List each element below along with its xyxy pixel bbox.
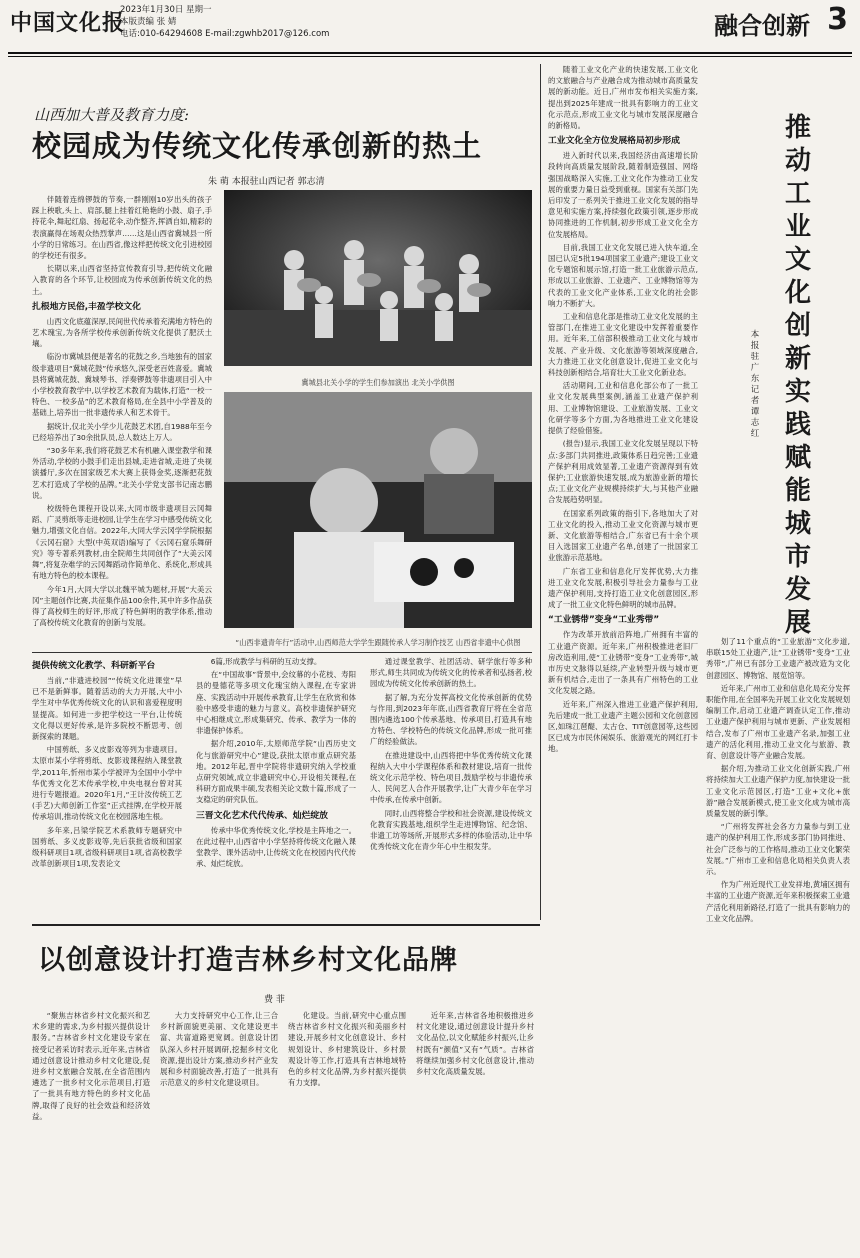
paragraph: 据统计,仅北关小学少儿花鼓艺术团,自1988年至今已经培养出了30余批队员,总人数达上万人。: [32, 421, 212, 442]
page-editor: 本版责编 张 婧: [120, 17, 177, 27]
paragraph: 作为广州近现代工业发祥地,黄埔区拥有丰富的工业遗产资源,近年来积极探索工业遗产活化利用新路径,打造了一批具有影响力的工业文化品牌。: [706, 880, 850, 923]
paragraph: 校级特色课程开设以来,大同市级非遗项目云冈舞蹈、广灵剪纸等走进校园,让学生在学习中感受传统文化魅力,增强文化自信。2022年,大同大学云冈学学院根据《云冈石窟》大型(中英双语)编写了《云冈石窟乐舞研究》等专著系列教材,由全院师生共同创作了“大美云冈舞”,将复杂难学的云冈舞蹈动作简单化、系统化,形成具有地方特色的校本课程。: [32, 504, 212, 581]
paragraph: 据了解,为充分发挥高校文化传承创新的优势与作用,到2023年年底,山西省教育厅将在全省范围内遴选100个传承基地、传承项目,打造具有地方特色、学校特色的传统文化品牌,形成一批可推广的经验做法。: [370, 692, 532, 747]
photo-craft-workshop: [224, 392, 532, 628]
paragraph: 在“中国故事”背景中,会纹幕的小花枝、寿阳县的曼德花等多项文化瑰宝纳入课程,在专家讲座、实践活动中开展传承教育,让学生在欣赏和体验中感受非遗的魅力与意义。高校非遗保护研究中心相继成立,形成集研究、传承、教学为一体的非遗保护体系。: [196, 670, 356, 736]
paragraph: 传承中华优秀传统文化,学校是主阵地之一。在此过程中,山西省中小学坚持将传统文化融入课堂教学、课外活动中,让传统文化在校园内代代传承、灿烂绽放。: [196, 825, 356, 869]
paragraph: 伴随着连绵锣鼓的节奏,一群刚刚10岁出头的孩子踩上秧歌,头上、肩部,腿上挂着红艳艳的小鼓、扇子,手持花伞,舞起红扇、扬起花伞,动作整齐,挥洒自如,精彩的表演赢得在场观众热烈掌声……这是山西省冀城县一所小学的日常练习。在山西省,像这样把传统文化引进校园的学校还有很多。: [32, 195, 212, 261]
paragraph: 临汾市冀城县便是著名的花鼓之乡,当地独有的国家级非遗项目“冀城花鼓”传承悠久,深受老百姓喜爱。冀城县将冀城花鼓、冀城琴书、浮奏锣鼓等非遗项目引入中小学校教育教学中,以学校艺术教育为载体,打造“一校一特色、一校多品”的艺术教育格局,在全县中小学普及的基础上,培养出一批非遗传承人和艺术骨干。: [32, 352, 212, 418]
article2-headline: 推动工业文化创新实践 赋能城市发展: [784, 113, 811, 638]
paragraph: 活动期间,工业和信息化部公布了一批工业文化发展典型案例,涵盖工业遗产保护利用、工业博物馆建设、工业旅游发展、工业文化研学等多个方面,为各地推进工业文化建设提供了经验借鉴。: [548, 381, 698, 436]
article1-subhead-3: 三晋文化艺术代代传承、灿烂绽放: [196, 810, 328, 821]
paragraph: 在国家系列政策的指引下,各地加大了对工业文化的投入,推动工业文化资源与城市更新、文化旅游等相结合,广东省已有十余个项目入选国家工业遗产名单,创建了一批国家工业旅游示范基地。: [548, 508, 698, 563]
paragraph: 近年来,广州市工业和信息化局充分发挥职能作用,在全国率先开展工业文化发展规划编制工作,启动工业遗产调查认定工作,推动工业遗产保护利用与城市更新、产业发展相结合,发布了广州市工业遗产名录,加强工业遗产的活化利用,推动工业文化与旅游、教育、创意设计等产业融合发展。: [706, 683, 850, 761]
article2-column-1: [548, 64, 698, 1250]
paragraph: 近年来,广州深入推进工业遗产保护利用,先后建成一批工业遗产主题公园和文化创意园区,如珠江琶醍、太古仓、TIT创意园等,这些园区已成为市民休闲娱乐、旅游观光的网红打卡地。: [548, 699, 698, 754]
article3-column-3: [288, 1010, 406, 1250]
paragraph: 在推进建设中,山西将把中华优秀传统文化课程纳入大中小学课程体系和教材建设,培育一批传统文化示范学校、特色项目,鼓励学校与非遗传承人、民间艺人合作开展教学,让广大青少年在学习中传承,在传承中创新。: [370, 750, 532, 805]
article1-subhead-1: 扎根地方民俗,丰盈学校文化: [32, 301, 141, 312]
paragraph: 据介绍,2010年,太原师范学院“山西历史文化与旅游研究中心”建设,获批太原市重点研究基地。2012年起,晋中学院将非遗研究纳入学校重点研究领域,成立非遗研究中心,开设相关课程,在科研方面成果丰硕,发表相关论文数十篇,形成了一支稳定的研究队伍。: [196, 739, 356, 805]
photo-drum-performance: [224, 190, 532, 366]
photo2-caption: “山西非遗青年行”活动中,山西师范大学学生跟随传承人学习制作技艺 山西省非遗中心供图: [235, 638, 521, 647]
paragraph: 据介绍,为推动工业文化创新实践,广州将持续加大工业遗产保护力度,加快建设一批工业文化示范园区,打造“工业+文化+旅游”融合发展新模式,使工业文化成为城市高质量发展的新引擎。: [706, 764, 850, 819]
photo1-caption: 冀城县北关小学的学生们参加演出 北关小学供图: [301, 378, 455, 387]
article3-byline: 费 菲: [264, 995, 285, 1005]
photo-craft-workshop-image: [224, 392, 532, 628]
paragraph: 划了11个重点的“工业旅游”文化步道,串联15处工业遗产,让“工业锈带”变身“工业秀带”,广州已有部分工业遗产被改造为文化创意园区、博物馆、展览馆等。: [706, 637, 850, 680]
paragraph: 今年1月,大同大学以北魏平城为题材,开展“大美云冈”主题创作比赛,共征集作品100余件,其中许多作品获得了高校师生的好评,形成了特色鲜明的教学体系,推动了高校传统文化教育的创新与发展。: [32, 584, 212, 628]
article1-column-1: [32, 194, 212, 646]
paragraph: 同时,山西将整合学校和社会资源,建设传统文化教育实践基地,组织学生走进博物馆、纪念馆、非遗工坊等场所,开展形式多样的体验活动,让中华优秀传统文化在青少年心中生根发芽。: [370, 808, 532, 852]
article1-subhead-2: 提供传统文化教学、科研新平台: [32, 661, 156, 671]
article3-column-1: [32, 1010, 150, 1250]
masthead-rule: [8, 52, 852, 54]
article2-subhead-1: 工业文化全方位发展格局初步形成: [548, 136, 680, 147]
paragraph: 山西文化底蕴深厚,民间世代传承着充满地方特色的艺术瑰宝,为各所学校传承创新传统文化提供了肥沃土壤。: [32, 316, 212, 349]
photo-drum-performance-image: [224, 190, 532, 366]
article1-band-rule: [32, 652, 532, 653]
paragraph: 多年来,吕梁学院艺术系教师专题研究中国剪纸、多义皮影戏等,先后获批省级和国家级科研项目1项,省级科研项目1项,省高校教学改革创新项目1项,发表论文: [32, 825, 182, 869]
paragraph: 广东省工业和信息化厅发挥优势,大力推进工业文化发展,积极引导社会力量参与工业遗产保护利用,支持打造工业文化创意园区,形成了一批工业文化特色鲜明的城市品牌。: [548, 566, 698, 610]
newspaper-logo: 中国文化报: [10, 10, 126, 36]
article1-kicker: 山西加大普及教育力度:: [34, 106, 190, 124]
paragraph: (报告)显示,我国工业文化发展呈现以下特点:多部门共同推进,政策体系日趋完善;工业遗产保护利用成效显著,工业遗产资源得到有效保护;工业旅游快速发展,成为旅游业新的增长点;工业文化产业规模持续扩大,与其他产业融合发展趋势明显。: [548, 439, 698, 505]
article1-column-b1: [32, 656, 182, 918]
article2-byline: 本报驻广东记者 谭志红: [750, 330, 760, 439]
paragraph: 随着工业文化产业的快速发展,工业文化的文旅融合与产业融合成为推动城市高质量发展的新动能。近日,广州市发布相关实施方案,提出到2025年建成一批具有影响力的工业文化示范点,形成工业文化与城市发展深度融合的新格局。: [548, 65, 698, 131]
page-number: 3: [827, 2, 848, 37]
paragraph: “广州将发挥社会各方力量参与到工业遗产的保护利用工作,形成多部门协同推进、社会广泛参与的工作格局,推动工业文化繁荣发展。”广州市工业和信息化局相关负责人表示。: [706, 822, 850, 877]
paragraph: “聚焦吉林省乡村文化振兴和艺术乡建的需求,为乡村振兴提供设计服务。”吉林省乡村文化建设专家在接受记者采访时表示,近年来,吉林省通过创意设计推动乡村文化建设,促进乡村文旅融合发展,在全省范围内遴选了一批乡村文化示范项目,打造了一批具有地方特色的乡村文化品牌,取得了良好的社会效益和经济效益。: [32, 1011, 150, 1121]
contact-info: 电话:010-64294608 E-mail:zgwhb2017@126.com: [120, 29, 330, 39]
article1-byline: 朱 萌 本报驻山西记者 郭志清: [208, 177, 325, 187]
article1-column-b3: [370, 656, 532, 918]
article3-column-4: [416, 1010, 534, 1250]
article3-column-2: [160, 1010, 278, 1250]
paragraph: “30多年来,我们将花鼓艺术有机融入课堂教学和课外活动,学校的小鼓手们走出县城,走进省城,走进了央视演播厅,多次在国家级艺术大赛上获得金奖,逐渐把花鼓艺术打造成了学校的品牌。”北关小学党支部书记南志鹏说。: [32, 446, 212, 500]
paragraph: 化建设。当前,研究中心重点围绕吉林省乡村文化振兴和美丽乡村建设,开展乡村文化创意设计、乡村规划设计、乡村建筑设计、乡村景观设计等工作,打造具有吉林地域特色的乡村文化品牌,为乡村振兴提供有力支撑。: [288, 1011, 406, 1088]
paragraph: 作为改革开放前沿阵地,广州拥有丰富的工业遗产资源。近年来,广州积极推进老旧厂房改造利用,使“工业锈带”变身“工业秀带”,城市历史文脉得以延续,产业转型升级与城市更新有机结合,走出了一条具有广州特色的工业文化发展之路。: [548, 630, 698, 696]
paragraph: 进入新时代以来,我国经济由高速增长阶段转向高质量发展阶段,随着制造强国、网络强国战略深入实施,工业文化作为推动工业发展的重要力量日益受到重视。国家有关部门先后印发了一系列关于推进工业文化发展的指导意见和实施方案,持续强化政策引领,逐步形成协同推进的工作机制,初步形成工业文化全方位发展格局。: [548, 151, 698, 239]
paragraph: 长期以来,山西省坚持宣传教育引导,把传统文化融入教育的各个环节,让校园成为传承创新传统文化的热土。: [32, 264, 212, 296]
paragraph: 中国剪纸、多义皮影戏等列为非遗项目。太原市某小学将剪纸、皮影戏课程纳入课堂教学,2011年,忻州市某小学被评为全国中小学中华优秀文化艺术传承学校,中央电视台曾对其进行专题报道。2020年1月,“王计汝传统工艺(手艺)大师创新工作室”正式挂牌,在学校开展传承培训,推动传统文化在校园落地生根。: [32, 745, 182, 822]
issue-meta: [120, 4, 329, 40]
article3-headline: 以创意设计打造吉林乡村文化品牌: [38, 945, 458, 976]
paragraph: 6篇,形成教学与科研的互动支撑。: [210, 657, 322, 666]
article2-column-2: [706, 636, 850, 1250]
article1-column-b2: [196, 656, 356, 918]
column-divider: [540, 64, 541, 920]
paragraph: 近年来,吉林省各地积极推进乡村文化建设,通过创意设计提升乡村文化品位,以文化赋能乡村振兴,让乡村既有“颜值”又有“气质”。吉林省将继续加强乡村文化创意设计,推动乡村文化高质量发展。: [416, 1011, 534, 1077]
paragraph: 工业和信息化部是推动工业文化发展的主管部门,在推进工业文化建设中发挥着重要作用。近年来,工信部积极推动工业文化与城市发展、产业升级、文化旅游等领域深度融合,大力推进工业文化创意设计,促进工业文化与科技创新相结合,培育壮大工业文化新业态。: [548, 312, 698, 378]
section-title: 融合创新: [714, 11, 810, 40]
article3-top-rule: [32, 924, 540, 926]
paragraph: 当前,“非遗进校园”“传统文化进课堂”早已不是新鲜事。随着活动的大力开展,大中小学生对中华优秀传统文化的认识和喜爱程度明显提高。如何进一步把学校这一平台,让传统文化得以更好传承,是许多院校不断思考、创新探索的课题。: [32, 676, 182, 742]
article1-headline: 校园成为传统文化传承创新的热土: [32, 129, 483, 163]
paragraph: 大力支持研究中心工作,让三合乡村新面貌更美丽、文化建设更丰富、共富道路更宽阔。创意设计团队深入乡村开展调研,挖掘乡村文化资源,提出设计方案,推动乡村产业发展和乡村面貌改善,打造了一批具有示范意义的乡村文化建设项目。: [160, 1011, 278, 1088]
paragraph: 目前,我国工业文化发展已进入快车道,全国已认定5批194项国家工业遗产;建设工业文化专题馆和展示馆,打造一批工业旅游示范点,形成以工业旅游、工业遗产、工业博物馆等为代表的工业文化产业体系,工业文化的社会影响力不断扩大。: [548, 242, 698, 308]
issue-date: 2023年1月30日 星期一: [120, 5, 212, 15]
masthead-rule-thin: [8, 56, 852, 57]
paragraph: 通过课堂教学、社团活动、研学旅行等多种形式,师生共同成为传统文化的传承者和弘扬者,校园成为传统文化传承创新的热土。: [370, 657, 532, 689]
article2-subhead-2: “工业锈带”变身“工业秀带”: [548, 615, 660, 626]
